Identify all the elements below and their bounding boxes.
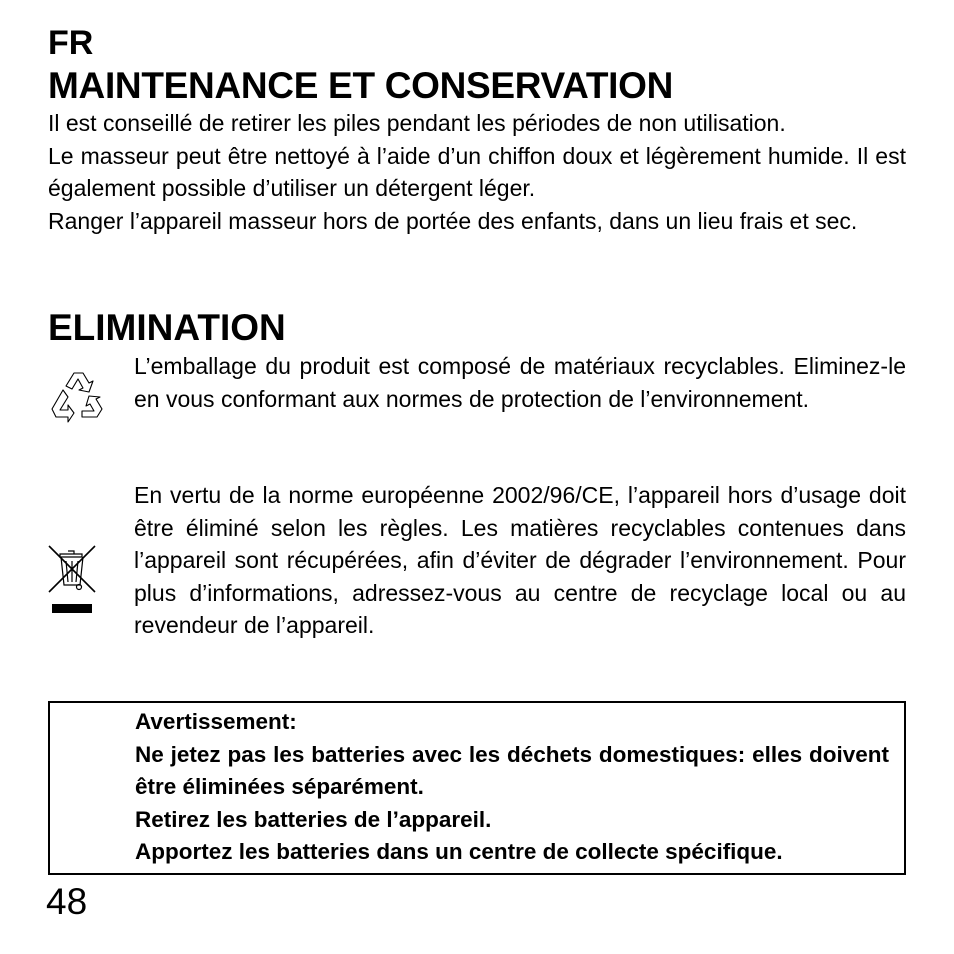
- packaging-disposal-text: L’emballage du produit est composé de matériaux recyclables. Eliminez-le en vous conformant aux normes de protection de l’environnement.: [134, 353, 906, 412]
- maintenance-paragraph: Il est conseillé de retirer les piles pendant les périodes de non utilisation.: [48, 110, 786, 136]
- maintenance-section: [48, 107, 906, 237]
- crossed-out-wheelie-bin-icon: [46, 542, 98, 618]
- warning-content: [135, 706, 889, 869]
- warning-line: Retirez les batteries de l’appareil.: [135, 806, 492, 832]
- page-title: MAINTENANCE ET CONSERVATION: [48, 65, 674, 106]
- language-code: FR: [48, 24, 94, 62]
- maintenance-paragraph: Ranger l’appareil masseur hors de portée des enfants, dans un lieu frais et sec.: [48, 207, 858, 234]
- page-number: 48: [46, 881, 88, 922]
- elimination-title: ELIMINATION: [48, 307, 286, 348]
- maintenance-paragraph: Le masseur peut être nettoyé à l’aide d’un chiffon doux et légèrement humide. Il est également possible d’utiliser un détergent léger.: [48, 142, 906, 201]
- warning-heading: Avertissement:: [135, 709, 297, 734]
- battery-warning-box: [48, 701, 906, 875]
- warning-line: Ne jetez pas les batteries avec les déchets domestiques: elles doivent être éliminées séparément.: [135, 741, 889, 800]
- weee-disposal-text: En vertu de la norme européenne 2002/96/CE, l’appareil hors d’usage doit être éliminé selon les règles. Les matières recyclables contenues dans l’appareil sont récupérées, afin d’éviter de dégrader l’environnement. Pour plus d’informations, adressez-vous au centre de recyclage local ou au revendeur de l’appareil.: [134, 482, 906, 638]
- warning-line: Apportez les batteries dans un centre de collecte spécifique.: [135, 839, 783, 865]
- recycle-icon: [46, 370, 106, 428]
